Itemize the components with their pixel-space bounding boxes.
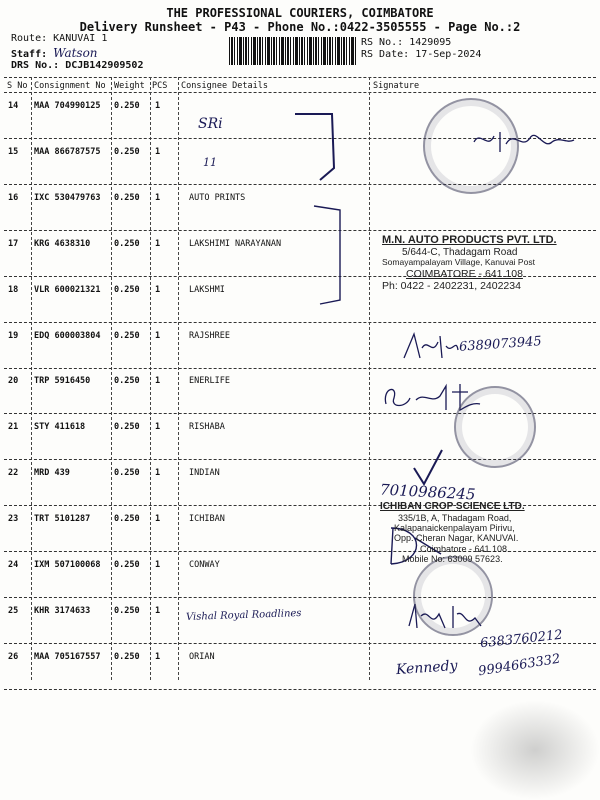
signature-row19	[400, 328, 460, 364]
cell-weight: 0.250	[114, 193, 140, 203]
drs-value: DCJB142909502	[65, 60, 144, 71]
stamp-ichiban-line1: ICHIBAN CROP SCIENCE LTD.	[380, 501, 525, 512]
col-header-pcs: PCS	[152, 81, 168, 91]
col-divider	[178, 77, 179, 680]
drs-line	[11, 60, 143, 71]
cell-sno: 15	[8, 147, 19, 157]
stamp-ichiban-line3: Kalapanaickenpalayam Pirivu,	[394, 522, 515, 533]
table-top-rule	[4, 77, 596, 78]
handwritten-note-row25: Vishal Royal Roadlines	[185, 607, 302, 624]
cell-sno: 25	[8, 606, 19, 616]
cell-weight: 0.250	[114, 514, 140, 524]
cell-pcs: 1	[155, 331, 161, 341]
cell-weight: 0.250	[114, 606, 140, 616]
cell-sno: 22	[8, 468, 19, 478]
table-header-rule	[4, 92, 596, 93]
cell-consignment-no: EDQ 600003804	[34, 331, 101, 341]
cell-consignee: ICHIBAN	[189, 514, 225, 524]
cell-consignment-no: KHR 3174633	[34, 606, 91, 616]
handwritten-note-row15: 11	[203, 156, 217, 169]
cell-consignment-no: IXM 507100068	[34, 560, 101, 570]
route-line	[11, 33, 107, 44]
stamp-mn-line2: 5/644-C, Thadagam Road	[402, 246, 518, 258]
drs-label: DRS No.:	[11, 60, 60, 71]
handwritten-bracket-row14-15	[290, 108, 350, 188]
rs-no-label: RS No.:	[361, 37, 404, 48]
cell-sno: 19	[8, 331, 19, 341]
cell-pcs: 1	[155, 101, 161, 111]
cell-weight: 0.250	[114, 468, 140, 478]
row-rule	[4, 597, 596, 598]
col-header-weight: Weight	[114, 81, 145, 91]
cell-weight: 0.250	[114, 147, 140, 157]
cell-consignment-no: KRG 4638310	[34, 239, 91, 249]
cell-weight: 0.250	[114, 376, 140, 386]
cell-consignee: LAKSHMI	[189, 285, 225, 295]
cell-pcs: 1	[155, 560, 161, 570]
cell-sno: 20	[8, 376, 19, 386]
cell-weight: 0.250	[114, 285, 140, 295]
col-header-sno: S No	[7, 81, 28, 91]
cell-consignment-no: TRP 5916450	[34, 376, 91, 386]
cell-pcs: 1	[155, 606, 161, 616]
cell-weight: 0.250	[114, 239, 140, 249]
cell-consignee: INDIAN	[189, 468, 220, 478]
runsheet-title: Delivery Runsheet - P43 - Phone No.:0422-3505555 - Page No.:2	[79, 20, 521, 34]
cell-consignee: AUTO PRINTS	[189, 193, 246, 203]
route-value: KANUVAI 1	[53, 33, 108, 44]
handwritten-phone-row25: 6383760212	[479, 627, 564, 652]
cell-consignment-no: MAA 705167557	[34, 652, 101, 662]
rs-date-line	[361, 49, 481, 60]
round-stamp-industries	[423, 98, 519, 194]
stamp-mn-line3: Somayampalayam Village, Kanuvai Post	[382, 257, 535, 268]
cell-consignment-no: TRT 5101287	[34, 514, 91, 524]
cell-consignee: ENERLIFE	[189, 376, 230, 386]
cell-pcs: 1	[155, 285, 161, 295]
row-rule	[4, 322, 596, 323]
cell-consignee: CONWAY	[189, 560, 220, 570]
col-divider	[31, 77, 32, 680]
cell-pcs: 1	[155, 147, 161, 157]
round-stamp-cbe	[413, 556, 493, 636]
scan-smudge	[470, 700, 600, 800]
cell-weight: 0.250	[114, 101, 140, 111]
cell-consignment-no: IXC 530479763	[34, 193, 101, 203]
stamp-mn-line4: COIMBATORE - 641 108	[406, 267, 523, 280]
cell-pcs: 1	[155, 422, 161, 432]
row-rule	[4, 368, 596, 369]
cell-sno: 24	[8, 560, 19, 570]
cell-weight: 0.250	[114, 652, 140, 662]
handwritten-bracket-row16-18	[310, 200, 350, 310]
handwritten-phone-row19: 6389073945	[458, 334, 543, 355]
cell-consignment-no: MAA 704990125	[34, 101, 101, 111]
staff-line	[11, 46, 98, 60]
col-header-consignee: Consignee Details	[181, 81, 268, 91]
barcode	[229, 37, 356, 65]
staff-label: Staff:	[11, 49, 48, 60]
col-divider	[369, 77, 370, 680]
stamp-ichiban-line4: Opp. Cheran Nagar, KANUVAI.	[394, 533, 519, 544]
cell-pcs: 1	[155, 376, 161, 386]
cell-weight: 0.250	[114, 560, 140, 570]
rs-date-value: 17-Sep-2024	[415, 49, 482, 60]
cell-sno: 14	[8, 101, 19, 111]
col-divider	[150, 77, 151, 680]
cell-consignee: RISHABA	[189, 422, 225, 432]
stamp-ichiban-line6: Mobile No: 63009 57623.	[402, 553, 503, 564]
cell-pcs: 1	[155, 239, 161, 249]
stamp-mn-line5: Ph: 0422 - 2402231, 2402234	[382, 279, 521, 292]
handwritten-phone-row22: 7010986245	[379, 480, 476, 504]
handwritten-phone-row26: 9994663332	[477, 651, 562, 680]
stamp-mn-line1: M.N. AUTO PRODUCTS PVT. LTD.	[382, 234, 557, 246]
cell-sno: 21	[8, 422, 19, 432]
stamp-ichiban	[380, 501, 592, 564]
col-header-signature: Signature	[373, 81, 420, 91]
col-divider	[111, 77, 112, 680]
route-label: Route:	[11, 33, 48, 44]
company-title: THE PROFESSIONAL COURIERS, COIMBATORE	[166, 6, 434, 20]
cell-pcs: 1	[155, 193, 161, 203]
cell-sno: 18	[8, 285, 19, 295]
rs-no-line	[361, 37, 451, 48]
cell-pcs: 1	[155, 514, 161, 524]
cell-sno: 17	[8, 239, 19, 249]
cell-sno: 16	[8, 193, 19, 203]
cell-consignee: LAKSHIMI NARAYANAN	[189, 239, 282, 249]
cell-weight: 0.250	[114, 422, 140, 432]
cell-pcs: 1	[155, 652, 161, 662]
staff-value: Watson	[53, 46, 98, 60]
row-rule	[4, 230, 596, 231]
cell-consignee: ORIAN	[189, 652, 215, 662]
rs-date-label: RS Date:	[361, 49, 410, 60]
cell-sno: 26	[8, 652, 19, 662]
round-stamp-poly-products	[454, 386, 536, 468]
cell-consignment-no: VLR 600021321	[34, 285, 101, 295]
handwritten-name-row26: Kennedy	[395, 657, 459, 679]
col-header-consignment: Consignment No	[34, 81, 106, 91]
stamp-ichiban-line5: Coimbatore - 641 108.	[420, 543, 510, 554]
rs-no-value: 1429095	[409, 37, 452, 48]
handwritten-note-row14: SRi	[198, 116, 223, 132]
stamp-mn-auto-products	[382, 234, 596, 292]
cell-consignment-no: STY 411618	[34, 422, 86, 432]
cell-sno: 23	[8, 514, 19, 524]
cell-consignment-no: MAA 866787575	[34, 147, 101, 157]
stamp-ichiban-line2: 335/1B, A, Thadagam Road,	[398, 512, 512, 523]
cell-pcs: 1	[155, 468, 161, 478]
row-rule	[4, 689, 596, 690]
cell-consignment-no: MRD 439	[34, 468, 70, 478]
cell-consignee: RAJSHREE	[189, 331, 230, 341]
cell-weight: 0.250	[114, 331, 140, 341]
signature-row22	[410, 446, 446, 488]
